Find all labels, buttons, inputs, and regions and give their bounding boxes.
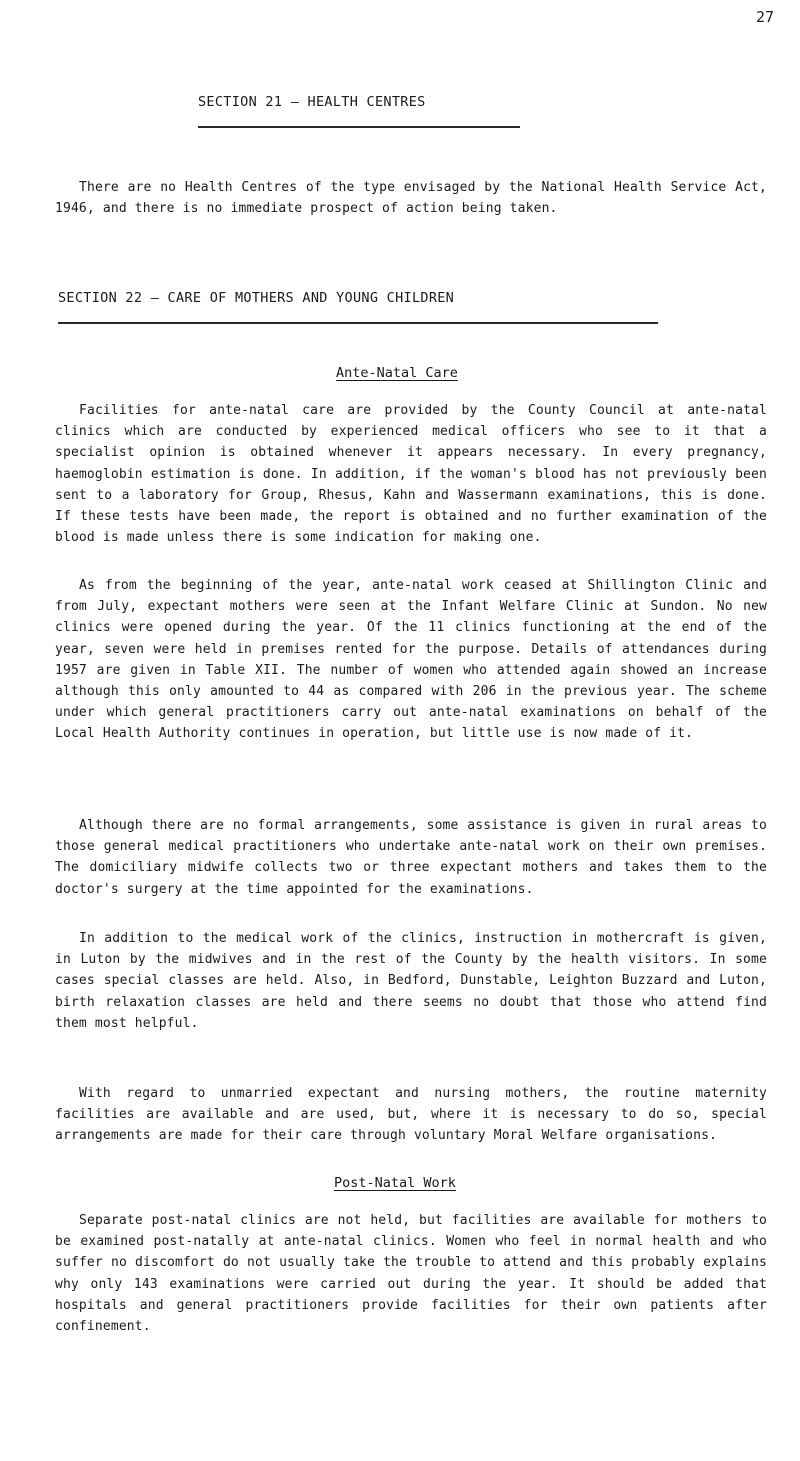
heading-underline <box>198 126 520 128</box>
section-22-heading-text: SECTION 22 — CARE OF MOTHERS AND YOUNG CHILDREN <box>58 290 455 306</box>
section-21-paragraph: There are no Health Centres of the type envisaged by the National Health Service Act, 1946, and there is no immediate prospect of action being taken. <box>55 180 767 217</box>
antenatal-paragraph-3: Although there are no formal arrangements, some assistance is given in rural areas to those general medical practitioners who undertake ante-natal work on their own premises. The domiciliary midwife collects two or three expectant mothers and takes them to the doctor's surgery at the time appointed for the examinations. <box>55 818 767 897</box>
antenatal-subheading: Ante-Natal Care <box>336 365 458 381</box>
antenatal-paragraph-1: Facilities for ante-natal care are provided by the County Council at ante-natal clinics which are conducted by experienced medical officers who see to it that a specialist opinion is obtained whenever it appears necessary. In every pregnancy, haemoglobin estimation is done. In addition, if the woman's blood has not previously been sent to a laboratory for Group, Rhesus, Kahn and Wassermann examinations, this is done. If these tests have been made, the report is obtained and no further examination of the blood is made unless there is some indication for making one. <box>55 403 767 546</box>
heading-underline <box>58 322 658 324</box>
section-22-heading <box>58 290 454 306</box>
section-21-heading-text: SECTION 21 — HEALTH CENTRES <box>198 94 426 110</box>
antenatal-paragraph-5: With regard to unmarried expectant and nursing mothers, the routine maternity facilities are available and are used, but, where it is necessary to do so, special arrangements are made for their care through voluntary Moral Welfare organisations. <box>55 1086 767 1144</box>
postnatal-paragraph: Separate post-natal clinics are not held, but facilities are available for mothers to be examined post-natally at ante-natal clinics. Women who feel in normal health and who suffer no discomfort do not usually take the trouble to attend and this probably explains why only 143 examinations were carried out during the year. It should be added that hospitals and general practitioners provide facilities for their own patients after confinement. <box>55 1213 767 1335</box>
postnatal-subheading: Post-Natal Work <box>334 1175 456 1191</box>
antenatal-paragraph-4: In addition to the medical work of the clinics, instruction in mothercraft is given, in Luton by the midwives and in the rest of the County by the health visitors. In some cases special classes are held. Also, in Bedford, Dunstable, Leighton Buzzard and Luton, birth relaxation classes are held and there seems no doubt that those who attend find them most helpful. <box>55 931 767 1031</box>
antenatal-paragraph-2: As from the beginning of the year, ante-natal work ceased at Shillington Clinic and from July, expectant mothers were seen at the Infant Welfare Clinic at Sundon. No new clinics were opened during the year. Of the 11 clinics functioning at the end of the year, seven were held in premises rented for the purpose. Details of attendances during 1957 are given in Table XII. The number of women who attended again showed an increase although this only amounted to 44 as compared with 206 in the previous year. The scheme under which general practitioners carry out ante-natal examinations on behalf of the Local Health Authority continues in operation, but little use is now made of it. <box>55 578 767 742</box>
section-21-heading <box>198 94 426 110</box>
page-number: 27 <box>756 8 775 26</box>
